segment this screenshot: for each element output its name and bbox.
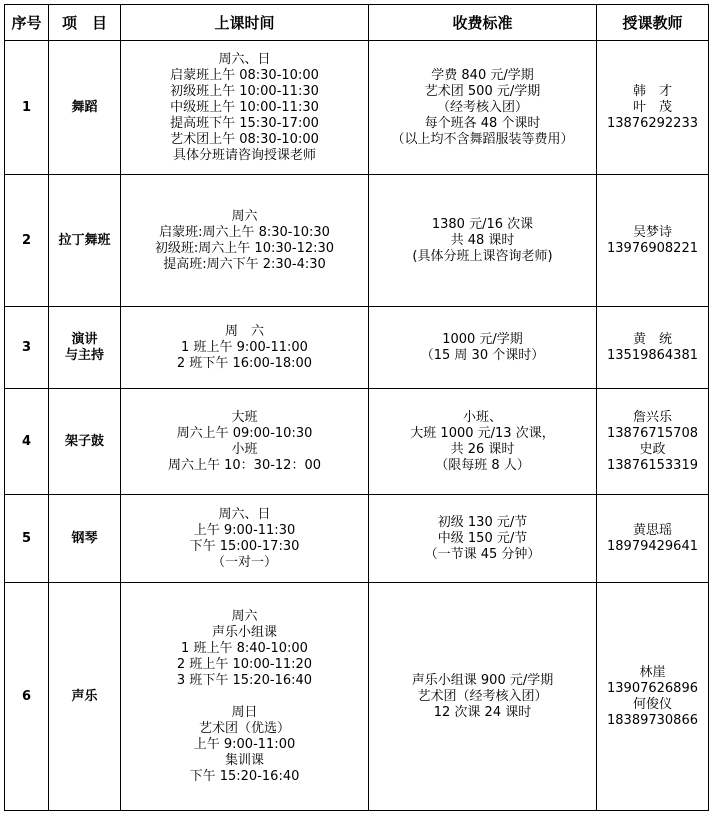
fee-standard-line: （限每班 8 人） (435, 457, 530, 473)
teacher-info-line: 18389730866 (607, 712, 698, 728)
fee-standard-line: 学费 840 元/学期 (431, 67, 534, 83)
class-time-line: 下午 15:00-17:30 (189, 538, 300, 554)
class-time-line: 周六、日 (218, 506, 271, 522)
project-name-cell (49, 307, 121, 389)
teacher-info-line: 黄 统 (632, 331, 672, 347)
fee-standard-line: （经考核入团） (436, 99, 528, 115)
class-time-cell (121, 307, 369, 389)
class-time-line: 艺术团上午 08:30-10:00 (170, 131, 319, 147)
project-name-line: 与主持 (64, 347, 104, 363)
fee-standard-line: (具体分班上课咨询老师) (412, 248, 553, 264)
teacher-info-cell (597, 307, 709, 389)
teacher-info-cell (597, 495, 709, 583)
class-time-line: 下午 15:20-16:40 (189, 768, 300, 784)
class-time-line: 1 班上午 8:40-10:00 (181, 640, 308, 656)
teacher-info-line: 吴梦诗 (632, 224, 672, 240)
fee-standard-line: 大班 1000 元/13 次课， (410, 425, 555, 441)
project-name-cell (49, 583, 121, 811)
teacher-info-line: 史政 (639, 441, 666, 457)
row-index: 3 (5, 307, 49, 389)
teacher-info-cell (597, 41, 709, 175)
table-body (5, 41, 709, 811)
class-time-line: 提高班下午 15:30-17:00 (170, 115, 319, 131)
class-time-line (123, 689, 366, 705)
project-name-line: 架子鼓 (64, 433, 104, 449)
class-time-line: 3 班下午 15:20-16:40 (176, 672, 313, 688)
class-time-line: 1 班上午 9:00-11:00 (181, 339, 308, 355)
teacher-info-line: 13876715708 (607, 425, 698, 441)
teacher-info-line: 18979429641 (607, 538, 698, 554)
class-time-cell (121, 175, 369, 307)
fee-standard-line: 1380 元/16 次课 (431, 216, 534, 232)
fee-standard-line: 每个班各 48 个课时 (424, 115, 541, 131)
row-index: 1 (5, 41, 49, 175)
class-time-line: 初级班上午 10:00-11:30 (170, 83, 319, 99)
class-time-line: 周六上午 09:00-10:30 (176, 425, 313, 441)
fee-standard-line: 共 26 课时 (450, 441, 515, 457)
table-row (5, 307, 709, 389)
class-time-line: 周六上午 10：30-12：00 (168, 457, 321, 473)
row-index: 2 (5, 175, 49, 307)
fee-standard-cell (369, 583, 597, 811)
header-project: 项 目 (49, 5, 121, 41)
class-time-line: 启蒙班上午 08:30-10:00 (170, 67, 319, 83)
project-name-line: 演讲 (71, 331, 98, 347)
class-time-line: 小班 (231, 441, 258, 457)
class-time-line: 周日 (231, 704, 258, 720)
class-time-line: 周六、日 (218, 51, 271, 67)
teacher-info-line: 黄思瑶 (632, 522, 672, 538)
teacher-info-line: 林崖 (639, 664, 666, 680)
project-name-line: 钢琴 (71, 530, 98, 546)
row-index: 4 (5, 389, 49, 495)
table-row (5, 495, 709, 583)
header-fee: 收费标准 (369, 5, 597, 41)
teacher-info-line: 何俊仪 (632, 696, 672, 712)
teacher-info-line: 13976908221 (607, 240, 698, 256)
project-name-line: 声乐 (71, 688, 98, 704)
fee-standard-cell (369, 389, 597, 495)
fee-standard-line: 声乐小组课 900 元/学期 (411, 672, 554, 688)
class-time-line: 大班 (231, 409, 258, 425)
fee-standard-line: 1000 元/学期 (442, 331, 523, 347)
fee-standard-line: 小班、 (462, 409, 502, 425)
fee-standard-cell (369, 307, 597, 389)
project-name-cell (49, 41, 121, 175)
teacher-info-line: 13876153319 (607, 457, 698, 473)
class-time-line: 周 六 (224, 323, 264, 339)
class-time-line: 声乐小组课 (211, 624, 277, 640)
class-time-line: （一对一） (211, 554, 277, 570)
header-teacher: 授课教师 (597, 5, 709, 41)
fee-standard-cell (369, 495, 597, 583)
fee-standard-line: 中级 150 元/节 (437, 530, 528, 546)
project-name-cell (49, 389, 121, 495)
fee-standard-line: （15 周 30 个课时） (420, 347, 545, 363)
table-row (5, 175, 709, 307)
teacher-info-line: 叶 茂 (632, 99, 672, 115)
table-row (5, 41, 709, 175)
class-time-line: 2 班上午 10:00-11:20 (176, 656, 313, 672)
class-time-line: 提高班:周六下午 2:30-4:30 (163, 256, 326, 272)
fee-standard-line: 艺术团（经考核入团） (417, 688, 548, 704)
fee-standard-line: 艺术团 500 元/学期 (424, 83, 541, 99)
teacher-info-cell (597, 389, 709, 495)
fee-standard-cell (369, 41, 597, 175)
class-time-line: 上午 9:00-11:30 (193, 522, 296, 538)
teacher-info-cell (597, 583, 709, 811)
fee-standard-cell (369, 175, 597, 307)
header-index: 序号 (5, 5, 49, 41)
table-row (5, 583, 709, 811)
class-time-line: 周六 (231, 608, 258, 624)
table-header (5, 5, 709, 41)
header-row (5, 5, 709, 41)
teacher-info-line: 13519864381 (607, 347, 698, 363)
class-time-line: 初级班:周六上午 10:30-12:30 (154, 240, 335, 256)
class-time-cell (121, 583, 369, 811)
class-time-line: 启蒙班:周六上午 8:30-10:30 (159, 224, 330, 240)
class-time-line: 周六 (231, 208, 258, 224)
class-time-cell (121, 495, 369, 583)
teacher-info-line: 13876292233 (607, 115, 698, 131)
fee-standard-line: 12 次课 24 课时 (433, 704, 532, 720)
fee-standard-line: （以上均不含舞蹈服装等费用） (391, 131, 574, 147)
class-time-line: 具体分班请咨询授课老师 (172, 147, 316, 163)
project-name-line: 拉丁舞班 (58, 232, 111, 248)
class-time-line: 艺术团（优选） (198, 720, 290, 736)
fee-standard-line: （一节课 45 分钟） (424, 546, 541, 562)
fee-standard-line: 初级 130 元/节 (437, 514, 528, 530)
fee-standard-line: 共 48 课时 (450, 232, 515, 248)
project-name-cell (49, 175, 121, 307)
teacher-info-line: 13907626896 (607, 680, 698, 696)
class-time-line: 中级班上午 10:00-11:30 (170, 99, 319, 115)
class-time-line: 2 班下午 16:00-18:00 (176, 355, 313, 371)
project-name-cell (49, 495, 121, 583)
class-time-cell (121, 41, 369, 175)
row-index: 6 (5, 583, 49, 811)
class-time-line: 集训课 (224, 752, 264, 768)
teacher-info-cell (597, 175, 709, 307)
teacher-info-line: 詹兴乐 (632, 409, 672, 425)
teacher-info-line: 韩 才 (632, 83, 672, 99)
course-schedule-table (4, 4, 709, 811)
row-index: 5 (5, 495, 49, 583)
header-time: 上课时间 (121, 5, 369, 41)
class-time-line: 上午 9:00-11:00 (193, 736, 296, 752)
table-row (5, 389, 709, 495)
project-name-line: 舞蹈 (71, 99, 98, 115)
class-time-cell (121, 389, 369, 495)
